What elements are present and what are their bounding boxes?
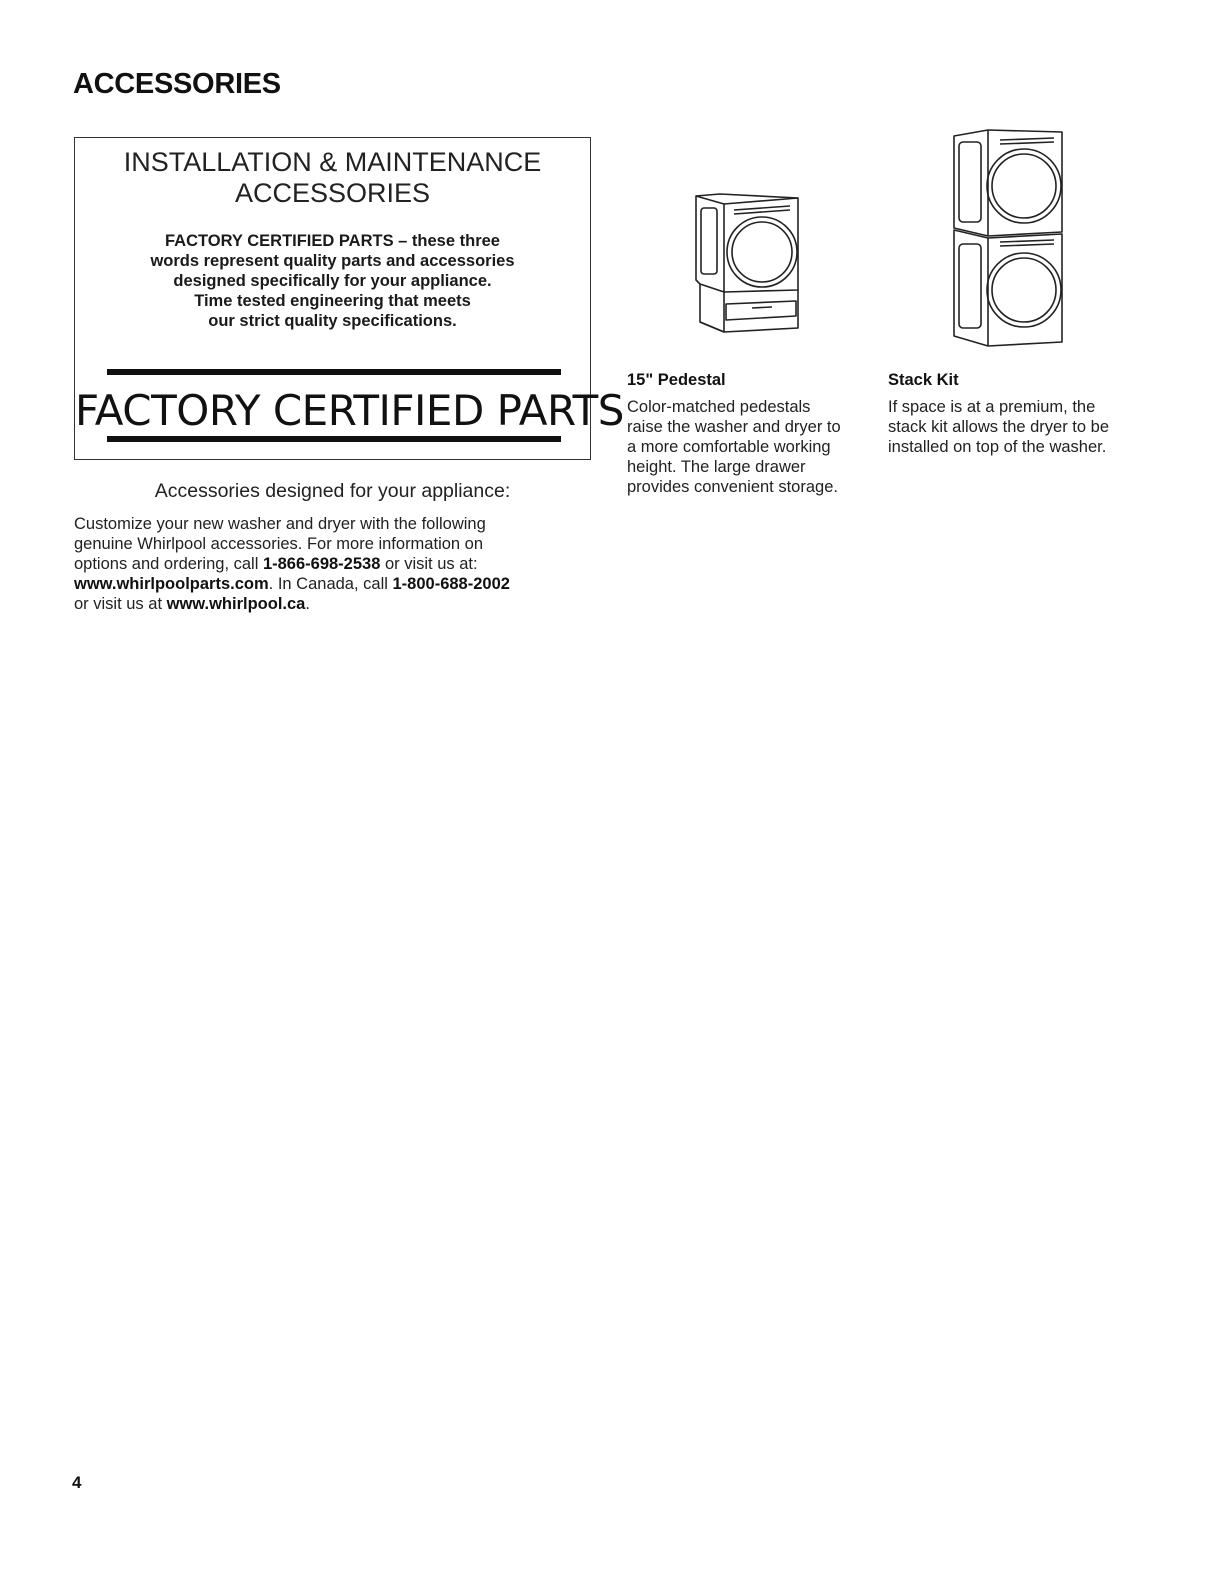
body-text-line: www.whirlpoolparts.com. In Canada, call 1-800-688-2002 xyxy=(74,575,510,593)
canada-link[interactable]: www.whirlpool.ca xyxy=(166,595,306,613)
pedestal-description-line: provides convenient storage. xyxy=(627,478,838,496)
body-text-line: options and ordering, call 1-866-698-2538 or visit us at: xyxy=(74,555,478,573)
logo-bottom-rule xyxy=(107,436,561,442)
intro-line: our strict quality specifications. xyxy=(208,312,457,330)
stack-kit-description-line: stack kit allows the dryer to be xyxy=(888,418,1110,436)
pedestal-description-line: height. The large drawer xyxy=(627,458,806,476)
us-phone-number: 1-866-698-2538 xyxy=(262,555,381,573)
pedestal-description-line: Color-matched pedestals xyxy=(627,398,811,416)
box-heading-line: ACCESSORIES xyxy=(234,178,431,208)
page-number: 4 xyxy=(72,1473,82,1492)
stack-kit-description-line: installed on top of the washer. xyxy=(888,438,1107,456)
page-title: ACCESSORIES xyxy=(73,68,281,100)
body-text-line: genuine Whirlpool accessories. For more information on xyxy=(74,535,484,553)
installation-accessories-box xyxy=(74,137,624,460)
us-parts-link[interactable]: www.whirlpoolparts.com xyxy=(74,575,269,593)
intro-line: FACTORY CERTIFIED PARTS – these three xyxy=(165,232,500,250)
intro-line: words represent quality parts and accessories xyxy=(150,252,515,270)
pedestal-illustration-icon xyxy=(690,192,802,342)
stack-kit-illustration-icon xyxy=(950,128,1068,350)
pedestal-description-line: raise the washer and dryer to xyxy=(627,418,841,436)
pedestal-description-line: a more comfortable working xyxy=(627,438,831,456)
intro-line: Time tested engineering that meets xyxy=(194,292,471,310)
body-text-line: Customize your new washer and dryer with the following xyxy=(74,515,486,533)
accessories-subheading: Accessories designed for your appliance: xyxy=(154,480,511,502)
stack-kit-title: Stack Kit xyxy=(888,371,959,389)
pedestal-title: 15" Pedestal xyxy=(627,371,726,389)
body-text-line: or visit us at www.whirlpool.ca. xyxy=(74,595,310,613)
factory-certified-parts-logo: FACTORY CERTIFIED PARTS xyxy=(75,386,624,435)
stack-kit-description-line: If space is at a premium, the xyxy=(888,398,1096,416)
box-heading-line: INSTALLATION & MAINTENANCE xyxy=(123,147,542,177)
canada-phone-number: 1-800-688-2002 xyxy=(392,575,510,593)
logo-top-rule xyxy=(107,369,561,375)
intro-line: designed specifically for your appliance. xyxy=(173,272,492,290)
